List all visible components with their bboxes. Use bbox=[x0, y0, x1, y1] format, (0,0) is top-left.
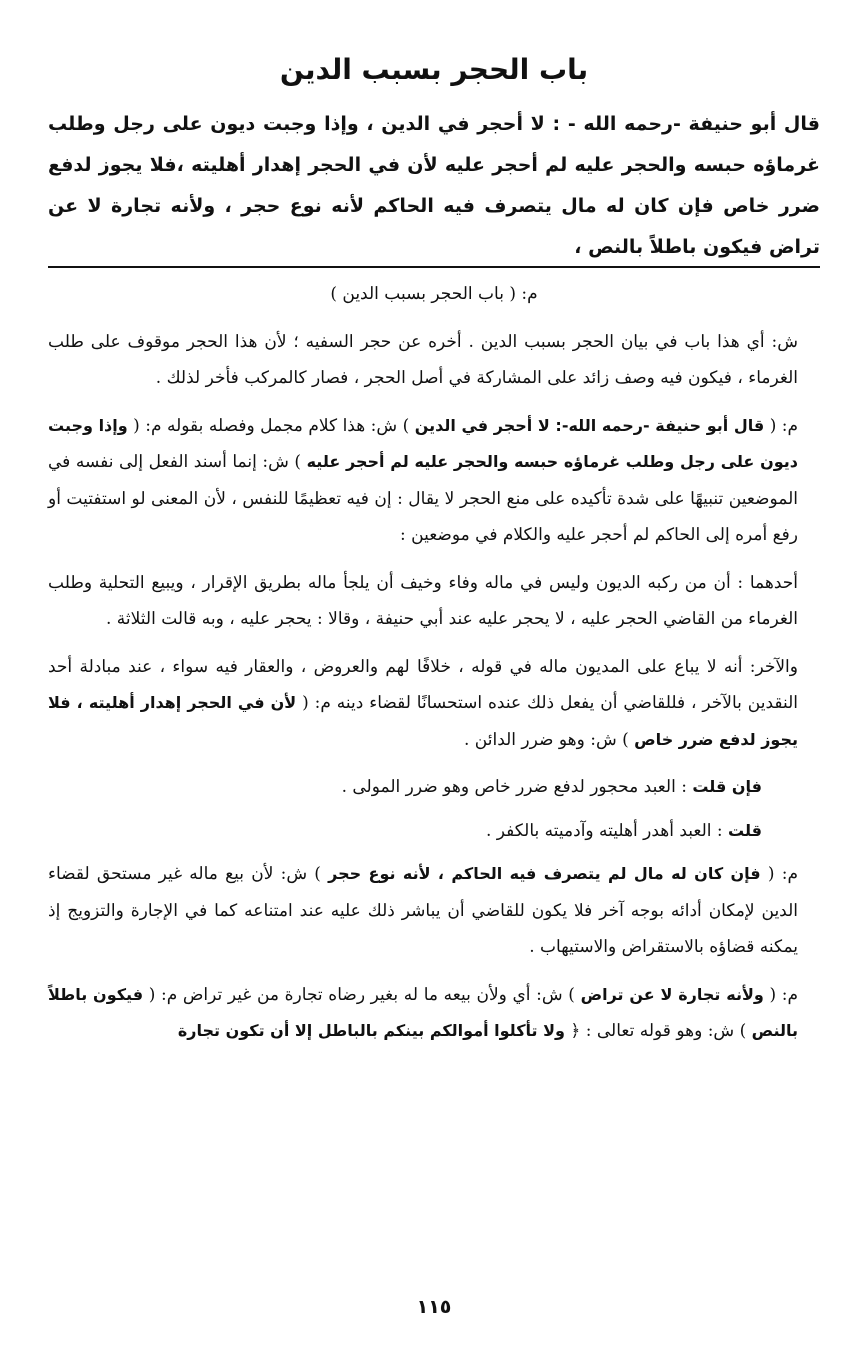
commentary-paragraph-1: ش: أي هذا باب في بيان الحجر بسبب الدين . أخره عن حجر السفيه ؛ لأن هذا الحجر موقوف على طلب الغرماء ، فيكون فيه وصف زائد على المشاركة في أصل الحجر ، فصار كالمركب فأخر لذلك . bbox=[48, 331, 798, 388]
reply-line bbox=[48, 813, 820, 850]
commentary-text: والآخر: أنه لا يباع على المديون ماله في قوله ، خلافًا لهم والعروض ، والعقار فيه سواء ، عند مبادلة أحد النقدين بالآخر ، فللقاضي أن يفعل ذلك عنده استحسانًا لقضاء دينه م: ( bbox=[48, 656, 799, 713]
matn-text-block bbox=[48, 104, 820, 268]
marker-text: م: ( bbox=[769, 415, 799, 436]
quoted-matn: قال أبو حنيفة -رحمه الله-: لا أحجر في الدين bbox=[414, 415, 765, 435]
matn-paragraph: قال أبو حنيفة -رحمه الله - : لا أحجر في الدين ، وإذا وجبت ديون على رجل وطلب غرماؤه حبسه والحجر عليه لم أحجر عليه لأن في الحجر إهدار أهليته ،فلا يجوز لدفع ضرر خاص فإن كان له مال يتصرف فيه الحاكم لأنه نوع حجر ، ولأنه تجارة لا عن تراض فيكون باطلاً بالنص ، bbox=[48, 113, 820, 258]
page-number: ١١٥ bbox=[416, 1296, 452, 1318]
commentary-text: ) ش: هذا كلام مجمل وفصله بقوله م: ( bbox=[133, 415, 410, 436]
commentary-text: ) ش: أي ولأن بيعه ما له بغير رضاه تجارة من غير تراض م: ( bbox=[148, 984, 575, 1005]
sharh-commentary bbox=[48, 276, 820, 1061]
objection-line bbox=[48, 769, 820, 806]
objection-label: فإن قلت bbox=[692, 777, 762, 796]
quoted-matn: ولأنه تجارة لا عن تراض bbox=[580, 984, 764, 1004]
commentary-text: ) ش: لأن بيع ماله غير مستحق لقضاء الدين لإمكان أدائه بوجه آخر فلا يكون للقاضي أن يباشر ذلك عليه عند امتناعه كما في الإجارة والتزويج إذ يمكنه قضاؤه بالاستقراض والاستيهاب . bbox=[48, 864, 798, 957]
commentary-paragraph-7 bbox=[48, 856, 820, 966]
commentary-text: ) ش: وهو قوله تعالى : ﴿ bbox=[570, 1021, 747, 1041]
chapter-title: باب الحجر بسبب الدين bbox=[279, 53, 589, 86]
commentary-text: ) ش: وهو ضرر الدائن . bbox=[464, 729, 629, 750]
reply-label: قلت bbox=[728, 820, 762, 840]
commentary-text: ) ش: إنما أسند الفعل إلى نفسه في الموضعين تنبيهًا على شدة تأكيده على منع الحجر لا يقال : إن فيه تعظيمًا للنفس ، لأن المعنى لو استفتيت أو رفع أمره إلى الحاكم لم أحجر عليه والكلام في موضعين : bbox=[48, 452, 798, 545]
commentary-paragraph-8 bbox=[48, 977, 820, 1050]
marker-text: م: ( bbox=[769, 984, 799, 1005]
quoted-matn: فيكون باطلاً بالنص bbox=[48, 984, 798, 1040]
section-divider bbox=[48, 266, 820, 268]
marker-text: م: ( bbox=[767, 864, 798, 884]
commentary-paragraph-3: أحدهما : أن من ركبه الديون وليس في ماله وفاء وخيف أن يلجأ ماله بطريق الإقرار ، ويبيع التحلية وطلب الغرماء من القاضي الحجر عليه ، لا يحجر عليه عند أبي حنيفة ، وقالا : يحجر عليه ، وبه قالت الثلاثة . bbox=[48, 572, 798, 629]
quoted-matn: لأن في الحجر إهدار أهليته ، فلا يجوز لدفع ضرر خاص bbox=[48, 693, 798, 749]
commentary-heading: م: ( باب الحجر بسبب الدين ) bbox=[330, 284, 538, 304]
quoted-matn: فإن كان له مال لم يتصرف فيه الحاكم ، لأنه نوع حجر bbox=[328, 864, 761, 883]
quranic-quote: ولا تأكلوا أموالكم بينكم بالباطل إلا أن تكون تجارة bbox=[177, 1021, 565, 1040]
commentary-paragraph-4 bbox=[48, 649, 820, 759]
quoted-matn: وإذا وجبت ديون على رجل وطلب غرماؤه حبسه والحجر عليه لم أحجر عليه bbox=[48, 415, 798, 471]
reply-text: : العبد أهدر أهليته وآدميته بالكفر . bbox=[485, 820, 723, 841]
objection-text: : العبد محجور لدفع ضرر خاص وهو ضرر المولى . bbox=[341, 777, 687, 797]
commentary-paragraph-2 bbox=[48, 408, 820, 554]
